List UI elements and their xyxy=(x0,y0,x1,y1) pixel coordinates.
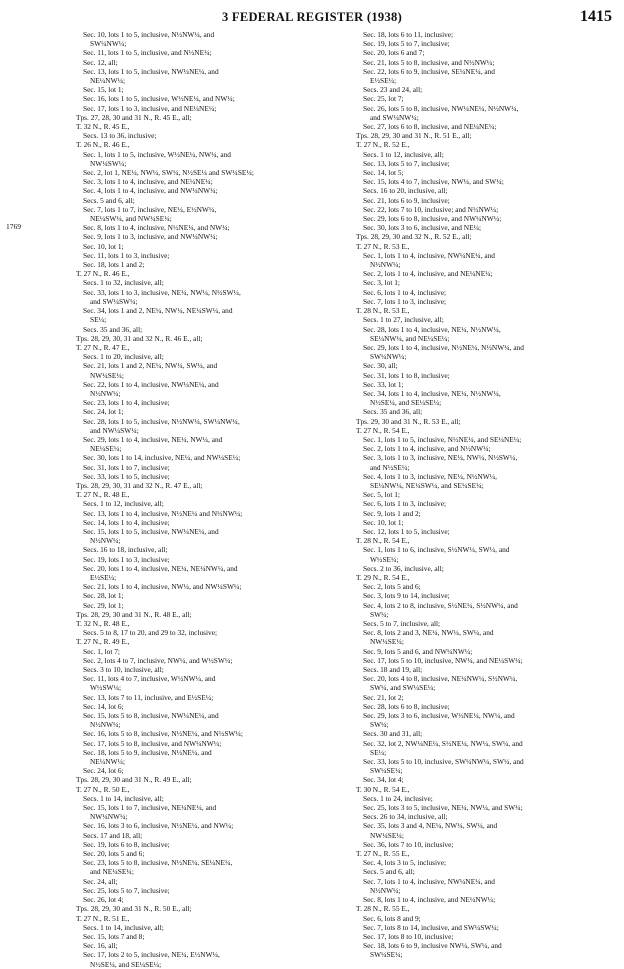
text-line: E½SE¼; xyxy=(370,76,397,86)
page-number: 1415 xyxy=(580,8,612,25)
text-line: Sec. 32, lot 2, NW¼NE¼, S½NE¼, NW¼, SW¼, and xyxy=(363,738,523,748)
text-line: NE¼NW¼; xyxy=(90,757,126,767)
text-line: SW¼NW¼; xyxy=(90,39,127,49)
text-line: Sec. 16, lots 1 to 5, inclusive, W½NE¼, and NW¼; xyxy=(83,94,235,104)
text-line: Sec. 25, lots 3 to 5, inclusive, NE¼, NW¼, and SW¼; xyxy=(363,803,523,813)
text-line: Tps. 27, 28, 30 and 31 N., R. 45 E., all; xyxy=(76,112,192,122)
text-line: NW¼SW¼; xyxy=(90,158,127,168)
text-line: Sec. 33, lot 1; xyxy=(363,379,404,389)
text-line: Secs. 17 and 18, all; xyxy=(83,830,143,840)
text-line: SW¼SE¼; xyxy=(370,950,403,960)
text-line: SW¼SE¼; xyxy=(370,766,403,776)
text-line: Sec. 30, lots 3 to 6, inclusive, and NE¼; xyxy=(363,223,482,233)
text-line: Sec. 14, lot 6; xyxy=(83,701,124,711)
text-line: Sec. 17, lots 5 to 10, inclusive, NW¼, and NE¼SW¼; xyxy=(363,655,523,665)
text-line: T. 26 N., R. 46 E., xyxy=(76,140,130,150)
text-line: Tps. 29, 30 and 31 N., R. 53 E., all; xyxy=(356,416,461,426)
text-line: N½NW¼; xyxy=(90,388,121,398)
text-line: Sec. 15, lots 4 to 7, inclusive, NW¼, and SW¼; xyxy=(363,177,504,187)
text-line: SE¼; xyxy=(370,747,387,757)
text-line: Sec. 15, lots 1 to 7, inclusive, NE¼NE¼, and xyxy=(83,803,217,813)
text-line: Sec. 16, lots 3 to 6, inclusive, N½NE¼, and NW¼; xyxy=(83,821,234,831)
text-line: Sec. 3, lots 9 to 14, inclusive; xyxy=(363,591,450,601)
text-line: Sec. 26, lots 5 to 8, inclusive, NW¼NE¼, N½NW¼, xyxy=(363,103,519,113)
margin-page-reference: 1769 xyxy=(6,222,21,231)
text-line: Sec. 18, lots 5 to 9, inclusive, N½NE¼, and xyxy=(83,747,212,757)
text-line: Sec. 22, lots 1 to 4, inclusive, NW¼NE¼, and xyxy=(83,379,219,389)
text-line: SE¼NW¼, and NE¼SE¼; xyxy=(370,333,450,343)
text-line: Sec. 18, lots 6 to 9, inclusive NW¼, SW¼, and xyxy=(363,941,502,951)
text-line: Sec. 19, lots 1 to 3, inclusive; xyxy=(83,554,170,564)
text-line: Sec. 17, lots 5 to 8, inclusive, and NW¼NW¼; xyxy=(83,738,222,748)
text-line: T. 28 N., R. 54 E., xyxy=(356,536,410,546)
text-line: NW¼SE¼; xyxy=(370,637,404,647)
text-line: Sec. 2, lot 1, NE¼, NW¼, SW¼, N½SE¼ and SW¼SE¼; xyxy=(83,168,254,178)
text-line: Sec. 10, lot 1; xyxy=(363,517,404,527)
text-line: Sec. 11, lots 1 to 5, inclusive, and N½NE¼; xyxy=(83,48,212,58)
text-line: NE¼NW¼; xyxy=(90,76,126,86)
text-line: T. 27 N., R. 54 E., xyxy=(356,425,410,435)
text-line: Sec. 9, lots 1 and 2; xyxy=(363,508,421,518)
publication-title: 3 FEDERAL REGISTER (1938) xyxy=(221,10,403,24)
text-line: Sec. 2, lots 1 to 4, inclusive, and N½NW¼; xyxy=(363,444,491,454)
text-line: Sec. 17, lots 1 to 3, inclusive, and NE¼NE¼; xyxy=(83,103,217,113)
text-line: Sec. 6, lots 8 and 9; xyxy=(363,913,421,923)
text-line: Sec. 24, lot 6; xyxy=(83,766,124,776)
text-line: W½SW¼; xyxy=(90,683,122,693)
text-line: W½SE¼; xyxy=(370,554,399,564)
text-line: Secs. 13 to 36, inclusive; xyxy=(83,131,157,141)
text-line: Sec. 18, lots 1 and 2; xyxy=(83,260,145,270)
text-line: T. 32 N., R. 48 E., xyxy=(76,619,130,628)
text-line: Secs. 1 to 24, inclusive; xyxy=(363,793,433,803)
text-line: SW¼, and SW¼SE¼; xyxy=(370,683,436,693)
text-line: Sec. 1, lots 1 to 4, inclusive, NW¼NE¼, and xyxy=(363,250,495,260)
text-line: Sec. 7, lots 1 to 7, inclusive, NE¼, E½NW¼, xyxy=(83,204,217,214)
text-line: Sec. 8, lots 1 to 4, inclusive, and NE¼NW¼; xyxy=(363,895,496,905)
text-line: Sec. 22, lots 6 to 9, inclusive, SE¼NE¼, and xyxy=(363,66,495,76)
text-line: NW¼SE¼; xyxy=(90,370,124,380)
text-line: Secs. 1 to 20, inclusive, all; xyxy=(83,352,164,362)
text-line: Sec. 24, all; xyxy=(83,876,118,886)
text-line: Sec. 13, lots 1 to 5, inclusive, NW¼NE¼, and xyxy=(83,66,219,76)
text-line: Sec. 28, lot 1; xyxy=(83,591,124,601)
text-line: Sec. 17, lots 8 to 10, inclusive; xyxy=(363,931,454,941)
text-line: Sec. 31, lots 1 to 7, inclusive; xyxy=(83,462,170,472)
text-line: Secs. 1 to 12, inclusive, all; xyxy=(83,499,164,509)
text-line: Sec. 33, lots 1 to 5, inclusive; xyxy=(83,471,170,481)
text-line: Secs. 1 to 12, inclusive, all; xyxy=(363,149,444,159)
text-line: Sec. 13, lots 7 to 11, inclusive, and E½SE¼; xyxy=(83,692,214,702)
text-line: N½SE¼, and SE¼SE¼; xyxy=(370,398,442,408)
text-line: Secs. 18 and 19, all; xyxy=(363,665,423,675)
text-line: Sec. 16, lots 5 to 8, inclusive, N½NE¼, and N½SW¼; xyxy=(83,729,243,739)
text-line: Secs. 1 to 27, inclusive, all; xyxy=(363,315,444,325)
text-line: Sec. 11, lots 1 to 3, inclusive; xyxy=(83,250,170,260)
text-line: Secs. 35 and 36, all; xyxy=(363,407,423,417)
text-line: Sec. 14, lot 5; xyxy=(363,168,404,178)
text-line: SE¼; xyxy=(90,315,107,325)
text-line: SW¼; xyxy=(370,609,389,619)
text-line: T. 27 N., R. 47 E., xyxy=(76,342,130,352)
text-line: and NW¼SW¼; xyxy=(90,425,139,435)
text-line: Sec. 28, lots 1 to 4, inclusive, NE¼, N½NW¼, xyxy=(363,324,501,334)
text-line: N½NW¼; xyxy=(370,885,401,895)
text-line: Sec. 6, lots 1 to 3, inclusive; xyxy=(363,499,447,509)
text-line: Sec. 31, lots 1 to 8, inclusive; xyxy=(363,370,450,380)
text-line: Sec. 4, lots 1 to 3, inclusive, NE¼, N½NW¼, xyxy=(363,471,498,481)
text-line: Sec. 29, lots 6 to 8, inclusive, and NW¼NW¼; xyxy=(363,214,502,224)
text-line: NW¼NW¼; xyxy=(90,812,128,822)
text-line: Sec. 20, lots 6 and 7; xyxy=(363,48,425,58)
text-line: Secs. 30 and 31, all; xyxy=(363,729,423,739)
text-line: Sec. 14, lots 1 to 4, inclusive; xyxy=(83,517,170,527)
text-line: Sec. 1, lots 1 to 6, inclusive, S½NW¼, SW¼, and xyxy=(363,545,510,555)
text-line: T. 28 N., R. 55 E., xyxy=(356,904,410,914)
text-line: Sec. 29, lots 3 to 6, inclusive, W½NE¼, NW¼, and xyxy=(363,711,515,721)
text-line: Secs. 5 and 6, all; xyxy=(363,867,415,877)
text-line: Secs. 1 to 14, inclusive, all; xyxy=(83,793,164,803)
text-line: NE¼SE¼; xyxy=(90,444,122,454)
text-line: Sec. 8, lots 2 and 3, NE¼, NW¼, SW¼, and xyxy=(363,628,494,638)
text-line: Sec. 19, lots 6 to 8, inclusive; xyxy=(83,839,170,849)
text-line: Sec. 20, lots 4 to 8, inclusive, NE¼NW¼, S½NW¼, xyxy=(363,674,518,684)
text-line: T. 27 N., R. 48 E., xyxy=(76,490,130,500)
text-line: Sec. 2, lots 5 and 6; xyxy=(363,582,421,592)
text-line: Secs. 5 to 8, 17 to 20, and 29 to 32, inclusive; xyxy=(83,628,218,638)
text-line: Sec. 20, lots 1 to 4, inclusive, NE¼, NE¼NW¼, and xyxy=(83,563,238,573)
text-line: Sec. 1, lots 1 to 5, inclusive, N½NE¼, and SE¼NE¼; xyxy=(363,434,522,444)
text-line: Sec. 30, all; xyxy=(363,361,398,371)
text-line: Sec. 1, lots 1 to 5, inclusive, W½NE¼, NW¼, and xyxy=(83,149,231,159)
text-line: Sec. 35, lots 3 and 4, NE¼, NW¼, SW¼, and xyxy=(363,821,498,831)
text-line: N½NW¼; xyxy=(90,536,121,546)
text-line: Sec. 9, lots 1 to 3, inclusive, and NW¼NW¼; xyxy=(83,232,218,242)
text-line: Sec. 2, lots 4 to 7, inclusive, NW¼, and W½SW¼; xyxy=(83,655,233,665)
text-line: E½SE¼; xyxy=(90,572,117,582)
page-header xyxy=(0,8,624,30)
text-line: Tps. 28, 29, 30 and 31 N., R. 50 E., all; xyxy=(76,904,192,914)
text-line: N½SE¼, and SE¼SE¼; xyxy=(90,959,162,969)
text-line: Sec. 29, lots 1 to 4, inclusive, N½NE¼, N½NW¼, and xyxy=(363,342,524,352)
text-line: Sec. 29, lot 1; xyxy=(83,600,124,610)
text-line: T. 27 N., R. 50 E., xyxy=(76,784,130,794)
text-line: and NE¼SE¼; xyxy=(90,867,134,877)
text-line: Sec. 34, lot 4; xyxy=(363,775,404,785)
text-line: and N½SE¼; xyxy=(370,462,410,472)
text-line: Sec. 25, lots 5 to 7, inclusive; xyxy=(83,885,170,895)
text-line: Secs. 35 and 36, all; xyxy=(83,324,143,334)
text-line: Sec. 10, lot 1; xyxy=(83,241,124,251)
text-line: N½NW¼; xyxy=(90,720,121,730)
text-line: Sec. 21, lots 1 to 4, inclusive, NW¼, and NW¼SW¼; xyxy=(83,582,242,592)
text-line: Sec. 12, all; xyxy=(83,57,118,67)
text-line: Sec. 22, lots 7 to 10, inclusive; and N½NW¼; xyxy=(363,204,499,214)
text-line: Sec. 15, lots 5 to 8, inclusive, NW¼NE¼, and xyxy=(83,711,219,721)
text-line: Secs. 26 to 34, inclusive, all; xyxy=(363,812,448,822)
text-line: T. 27 N., R. 53 E., xyxy=(356,241,410,251)
text-line: Secs. 16 to 18, inclusive, all; xyxy=(83,545,168,555)
text-line: Sec. 21, lots 1 and 2, NE¼, NW¼, SW¼, and xyxy=(83,361,218,371)
text-line: SE¼NW¼, NE¼SW¼, and SE¼SE¼; xyxy=(370,480,484,490)
text-line: Sec. 25, lot 7; xyxy=(363,94,404,104)
text-line: Sec. 33, lots 1 to 3, inclusive, NE¼, NW¼, N½SW¼, xyxy=(83,287,241,297)
text-line: Sec. 10, lots 1 to 5, inclusive, N½NW¼, and xyxy=(83,30,215,39)
text-line: Secs. 1 to 14, inclusive, all; xyxy=(83,922,164,932)
text-line: Sec. 29, lots 1 to 4, inclusive, NE¼, NW¼, and xyxy=(83,434,223,444)
text-line: Sec. 7, lots 1 to 4, inclusive, NW¼NE¼, and xyxy=(363,876,495,886)
text-line: SW¼; xyxy=(370,720,389,730)
text-line: Sec. 34, lots 1 and 2, NE¼, NW¼, NE¼SW¼, and xyxy=(83,306,233,316)
text-line: Sec. 12, lots 1 to 5, inclusive; xyxy=(363,526,450,536)
text-line: Secs. 1 to 32, inclusive, all; xyxy=(83,278,164,288)
text-line: Sec. 3, lots 1 to 4, inclusive, and NE¼NE¼; xyxy=(83,177,213,187)
text-line: Sec. 18, lots 6 to 11, inclusive; xyxy=(363,30,454,39)
text-line: Sec. 15, lot 1; xyxy=(83,85,124,95)
text-line: Secs. 2 to 36, inclusive, all; xyxy=(363,563,444,573)
text-line: Sec. 27, lots 6 to 8, inclusive, and NE¼NE¼; xyxy=(363,122,497,132)
text-line: SW¼NW¼; xyxy=(370,352,407,362)
text-line: Sec. 5, lot 1; xyxy=(363,490,400,500)
text-line: Sec. 6, lots 1 to 4, inclusive; xyxy=(363,287,447,297)
text-line: Sec. 23, lots 1 to 4, inclusive; xyxy=(83,398,170,408)
text-line: Sec. 3, lot 1; xyxy=(363,278,400,288)
text-line: Secs. 23 and 24, all; xyxy=(363,85,423,95)
text-line: Tps. 28, 29, 30 and 31 N., R. 48 E., all; xyxy=(76,609,192,619)
text-line: Sec. 21, lot 2; xyxy=(363,692,404,702)
text-line: Secs. 5 to 7, inclusive, all; xyxy=(363,619,441,628)
text-line: T. 29 N., R. 54 E., xyxy=(356,572,410,582)
text-line: Sec. 4, lots 2 to 8, inclusive, S½NE¼, S½NW¼, and xyxy=(363,600,518,610)
text-line: Sec. 24, lot 1; xyxy=(83,407,124,417)
text-line: Sec. 21, lots 6 to 9, inclusive; xyxy=(363,195,450,205)
text-line: Sec. 21, lots 5 to 8, inclusive, and N½NW¼; xyxy=(363,57,495,67)
text-line: and SW¼NW¼; xyxy=(370,112,419,122)
text-line: Secs. 16 to 20, inclusive, all; xyxy=(363,186,448,196)
text-line: Sec. 2, lots 1 to 4, inclusive, and NE¼NE¼; xyxy=(363,269,493,279)
text-line: N½NW¼; xyxy=(370,260,401,270)
text-line: Sec. 13, lots 5 to 7, inclusive; xyxy=(363,158,450,168)
text-line: T. 27 N., R. 55 E., xyxy=(356,849,410,859)
text-line: Sec. 26, lot 4; xyxy=(83,895,124,905)
text-line: Sec. 19, lots 5 to 7, inclusive; xyxy=(363,39,450,49)
text-line: Sec. 15, lots 1 to 5, inclusive, NW¼NE¼, and xyxy=(83,526,219,536)
text-line: Secs. 3 to 10, inclusive, all; xyxy=(83,665,164,675)
text-line: Sec. 3, lots 1 to 3, inclusive, NE¼, NW¼, N½SW¼, xyxy=(363,453,518,463)
text-line: Sec. 13, lots 1 to 4, inclusive, N½NE¼ and N½NW¼; xyxy=(83,508,243,518)
text-line: T. 27 N., R. 51 E., xyxy=(76,913,130,923)
text-line: Sec. 20, lots 5 and 6; xyxy=(83,849,145,859)
text-line: Sec. 15, lots 7 and 8; xyxy=(83,931,145,941)
text-line: Tps. 28, 29, 30 and 31 N., R. 51 E., all; xyxy=(356,131,472,141)
text-line: Sec. 11, lots 4 to 7, inclusive, W½NW¼, and xyxy=(83,674,216,684)
text-line: NW¼SE¼; xyxy=(370,830,404,840)
text-line: and SW¼SW¼; xyxy=(90,296,138,306)
text-line: Sec. 34, lots 1 to 4, inclusive, NE¼, N½NW¼, xyxy=(363,388,501,398)
text-line: Sec. 4, lots 3 to 5, inclusive; xyxy=(363,858,447,868)
text-line: Sec. 28, lots 6 to 8, inclusive; xyxy=(363,701,450,711)
text-line: T. 28 N., R. 53 E., xyxy=(356,306,410,316)
text-line: T. 27 N., R. 46 E., xyxy=(76,269,130,279)
text-line: T. 30 N., R. 54 E., xyxy=(356,784,410,794)
text-line: T. 27 N., R. 52 E., xyxy=(356,140,410,150)
text-line: NE¼SW¼, and NW¼SE¼; xyxy=(90,214,172,224)
text-line: Sec. 28, lots 1 to 5, inclusive, N½NW¼, SW¼NW¼, xyxy=(83,416,240,426)
text-line: Tps. 28, 29, 30 and 32 N., R. 52 E., all; xyxy=(356,232,472,242)
text-line: Sec. 7, lots 1 to 3, inclusive; xyxy=(363,296,447,306)
text-line: Secs. 5 and 6, all; xyxy=(83,195,135,205)
text-line: Sec. 7, lots 8 to 14, inclusive, and SW¼SW¼; xyxy=(363,922,499,932)
text-line: T. 27 N., R. 49 E., xyxy=(76,637,130,647)
text-line: Tps. 28, 29, 30, 31 and 32 N., R. 47 E., all; xyxy=(76,480,203,490)
text-line: Sec. 17, lots 2 to 5, inclusive, NE¼, E½NW¼, xyxy=(83,950,220,960)
text-line: Sec. 4, lots 1 to 4, inclusive, and NW¼NW¼; xyxy=(83,186,218,196)
right-text-column xyxy=(356,30,624,960)
text-line: Tps. 28, 29, 30 and 31 N., R. 49 E., all; xyxy=(76,775,192,785)
text-line: Sec. 30, lots 1 to 14, inclusive, NE¼, and NW¼SE¼; xyxy=(83,453,241,463)
text-line: Sec. 8, lots 1 to 4, inclusive, N½NE¼, and NW¼; xyxy=(83,223,230,233)
left-text-column xyxy=(76,30,346,969)
text-line: Sec. 1, lot 7; xyxy=(83,646,120,656)
text-line: T. 32 N., R. 45 E., xyxy=(76,122,130,132)
text-line: Sec. 33, lots 5 to 10, inclusive, SW¼NW¼, SW¼, and xyxy=(363,757,524,767)
text-line: Sec. 16, all; xyxy=(83,941,118,951)
text-line: Sec. 36, lots 7 to 10, inclusive; xyxy=(363,839,454,849)
text-line: Sec. 23, lots 5 to 8, inclusive, N½NE¼, SE¼NE¼, xyxy=(83,858,233,868)
text-line: Sec. 9, lots 5 and 6, and NW¼NW¼; xyxy=(363,646,473,656)
text-line: Tps. 28, 29, 30, 31 and 32 N., R. 46 E., all; xyxy=(76,333,203,343)
